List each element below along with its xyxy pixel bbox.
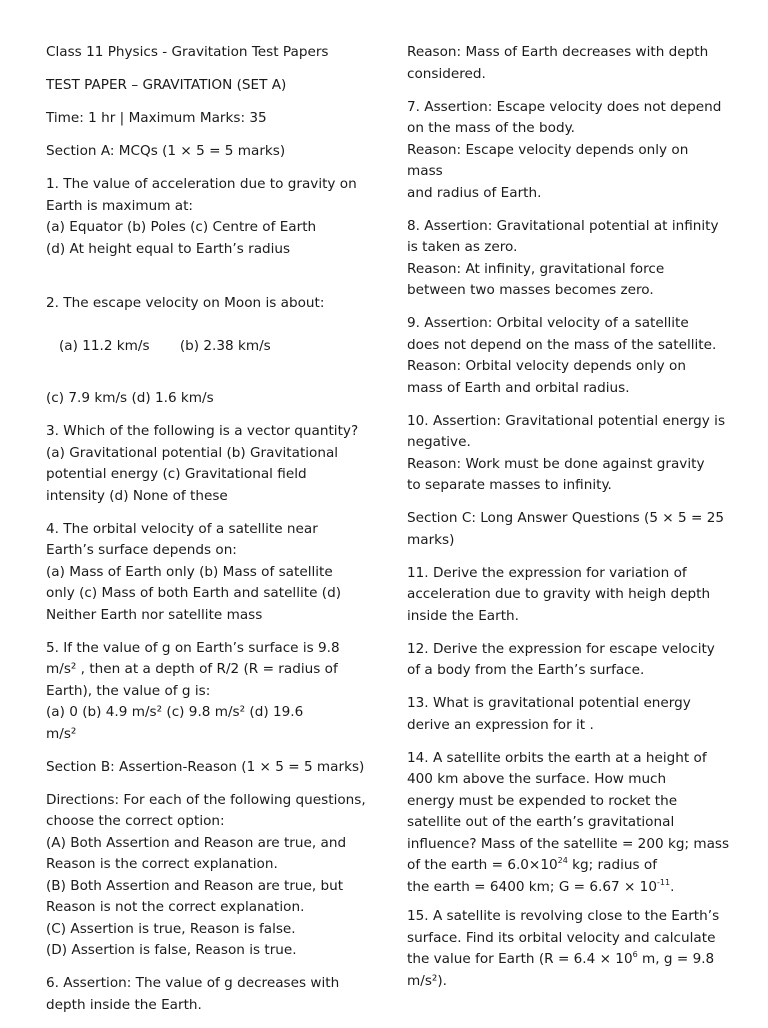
test-paper-heading: TEST PAPER – GRAVITATION (SET A) [46, 77, 287, 93]
g-constant-exponent: -11 [656, 877, 671, 887]
question-15-line: m/s²). [407, 972, 447, 989]
question-11: 11. Derive the expression for variation of acceleration due to gravity with heigh depth inside the Earth. [407, 564, 711, 624]
earth-radius-text: kg; radius of [567, 857, 657, 873]
question-13: 13. What is gravitational potential energy derive an expression for it . [407, 695, 691, 733]
g-constant-end: . [670, 878, 675, 895]
question-12: 12. Derive the expression for escape velocity of a body from the Earth’s surface. [407, 640, 715, 678]
question-10: 10. Assertion: Gravitational potential energy is negative. Reason: Work must be done against gravity to separate masses to infinity. [407, 412, 726, 493]
question-14-line: influence? Mass of the satellite = 200 kg; mass [407, 835, 730, 852]
question-7: 7. Assertion: Escape velocity does not depend on the mass of the body. Reason: Escape velocity depends only on mass and radius of Earth. [407, 98, 722, 201]
question-1: 1. The value of acceleration due to gravity on Earth is maximum at: (a) Equator (b) Poles (c) Centre of Earth (d) At height equal to Earth’s radius [46, 176, 357, 257]
question-15 [407, 906, 727, 992]
question-6-assertion: 6. Assertion: The value of g decreases with depth inside the Earth. [46, 975, 340, 1013]
question-9: 9. Assertion: Orbital velocity of a satellite does not depend on the mass of the satellite. Reason: Orbital velocity depends only on mass of Earth and orbital radius. [407, 315, 717, 396]
question-14-line: energy must be expended to rocket the [407, 792, 678, 809]
radius-text: the value for Earth (R = 6.4 × 10 [407, 951, 633, 967]
question-14-line: satellite out of the earth’s gravitational [407, 814, 675, 830]
question-5: 5. If the value of g on Earth’s surface is 9.8 m/s² , then at a depth of R/2 (R = radius of Earth), the value of g is: (a) 0 (b) 4.9 m/s² (c) 9.8 m/s² (d) 19.6 m/s² [46, 639, 340, 742]
section-c-heading: Section C: Long Answer Questions (5 × 5 = 25 marks) [407, 510, 724, 548]
question-2-text: 2. The escape velocity on Moon is about: [46, 295, 325, 311]
question-14-line: 14. A satellite orbits the earth at a height of [407, 749, 707, 766]
question-6-reason: Reason: Mass of Earth decreases with depth considered. [407, 44, 709, 82]
section-b-heading: Section B: Assertion-Reason (1 × 5 = 5 marks) [46, 758, 365, 775]
earth-mass-exponent: 24 [557, 856, 568, 865]
radius-exponent: 6 [632, 950, 638, 959]
time-and-marks: Time: 1 hr | Maximum Marks: 35 [46, 110, 267, 126]
document-title: Class 11 Physics - Gravitation Test Papers [46, 44, 329, 60]
question-2-options-a-b: (a) 11.2 km/s (b) 2.38 km/s [46, 338, 271, 354]
g-constant-text: the earth = 6400 km; G = 6.67 × 10 [407, 878, 657, 895]
question-15-line: 15. A satellite is revolving close to the Earth’s [407, 908, 720, 924]
question-14-line: 400 km above the surface. How much [407, 771, 667, 787]
question-3: 3. Which of the following is a vector quantity? (a) Gravitational potential (b) Gravitational potential energy (c) Gravitational field intensity (d) None of these [46, 423, 359, 504]
question-2-options-c-d: (c) 7.9 km/s (d) 1.6 km/s [46, 390, 214, 406]
directions: Directions: For each of the following questions, choose the correct option: (A) Both Assertion and Reason are true, and Reason is the correct explanation. (B) Both Assertion and Reason are true, but Reason is not the correct explanation. (C) Assertion is true, Reason is false. (D) Assertion is false, Reason is true. [46, 791, 366, 958]
question-15-line: surface. Find its orbital velocity and calculate [407, 929, 716, 946]
question-14 [407, 748, 730, 899]
left-column [46, 42, 366, 1028]
question-8: 8. Assertion: Gravitational potential at infinity is taken as zero. Reason: At infinity, gravitational force between two masses becomes zero. [407, 217, 719, 298]
question-4: 4. The orbital velocity of a satellite near Earth’s surface depends on: (a) Mass of Earth only (b) Mass of satellite only (c) Mass of both Earth and satellite (d) Neither Earth nor satellite mass [46, 520, 342, 623]
question-14-earth-mass-line [407, 855, 727, 877]
right-column [407, 42, 730, 1004]
question-2 [46, 272, 366, 380]
gravity-text: m, g = 9.8 [637, 951, 715, 967]
question-14-earth-radius-line [407, 877, 727, 899]
earth-mass-text: of the earth = 6.0×10 [407, 857, 558, 873]
section-a-heading: Section A: MCQs (1 × 5 = 5 marks) [46, 143, 286, 159]
question-15-radius-line [407, 949, 727, 971]
